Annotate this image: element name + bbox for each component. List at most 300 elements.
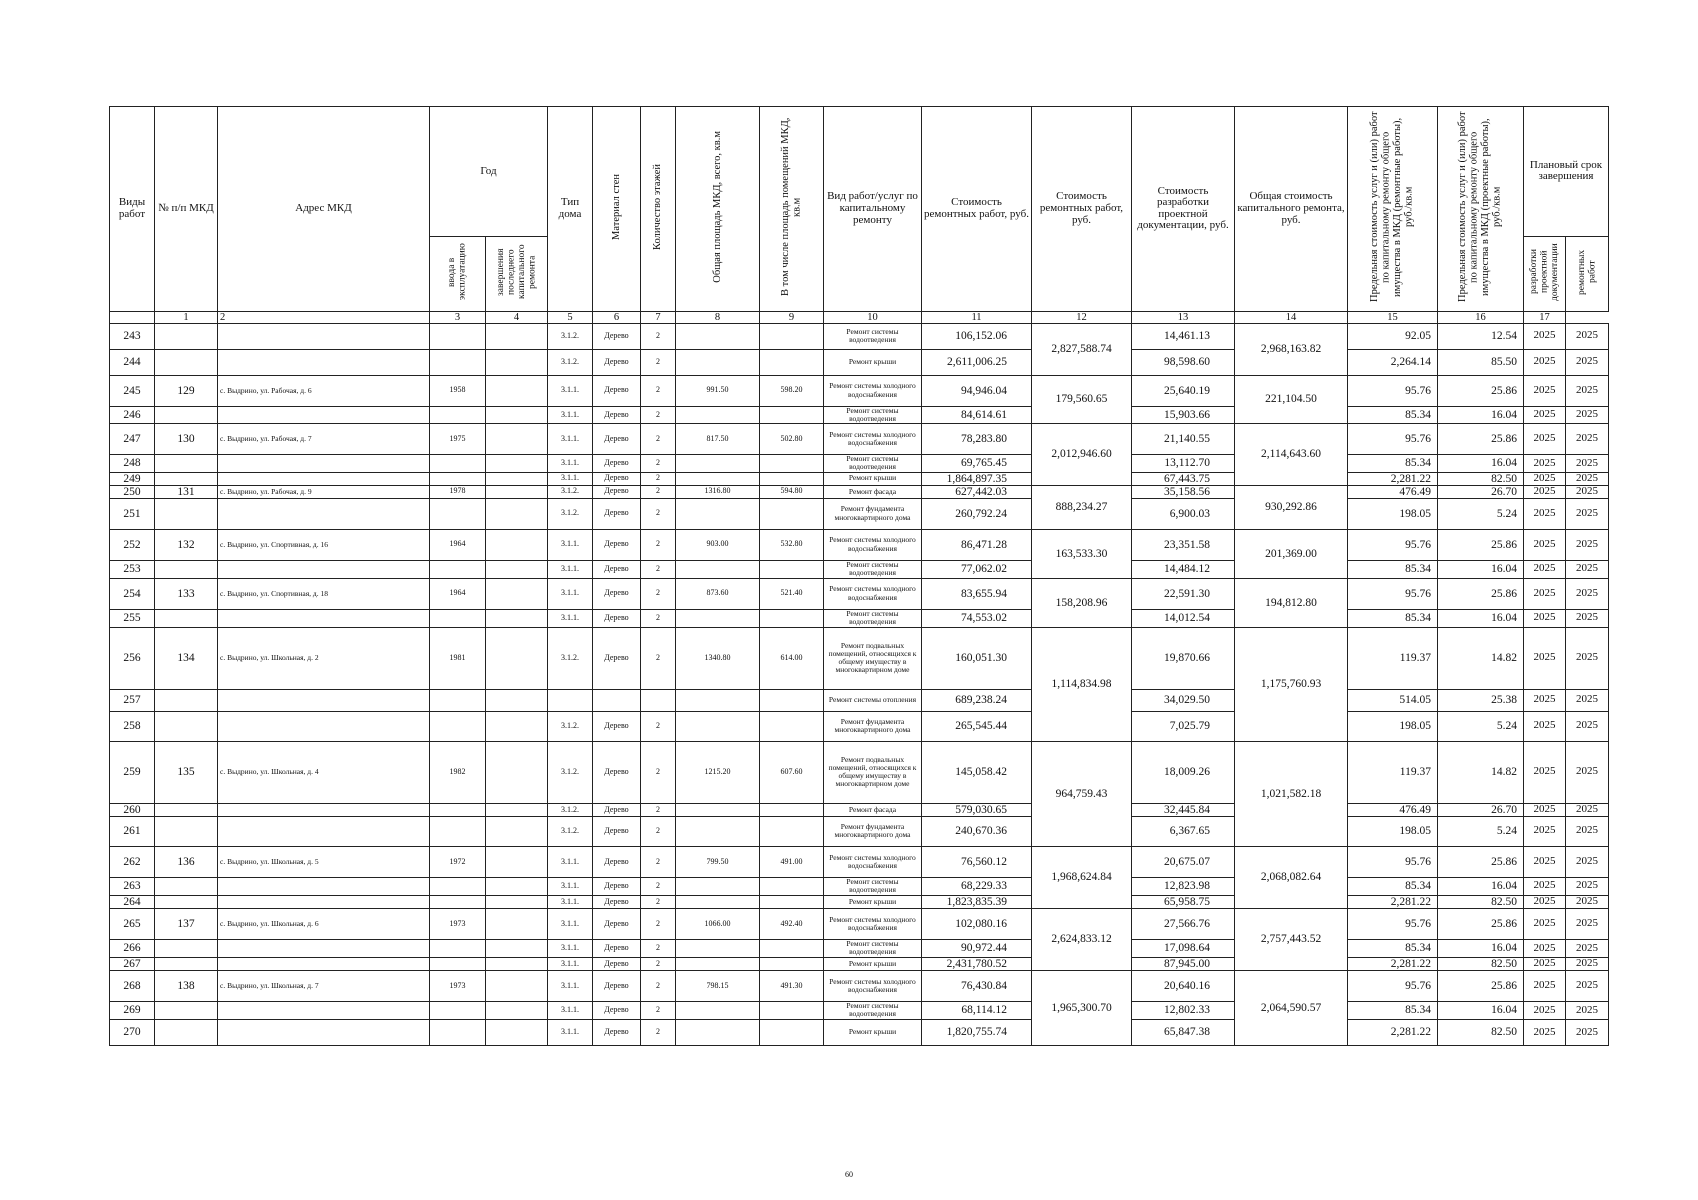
- cell-floors: 2: [641, 895, 676, 908]
- cell-limit-cost-design: 26.70: [1438, 803, 1524, 816]
- cell-floors: 2: [641, 485, 676, 498]
- cell-total-area: 903.00: [676, 529, 760, 560]
- cell-limit-cost-repair: 95.76: [1348, 529, 1438, 560]
- cell-premises-area: [760, 609, 824, 627]
- header-remontnyh-text: ремонтных работ: [1576, 249, 1597, 295]
- cell-repair-cost: 77,062.02: [922, 560, 1032, 578]
- cell-house-type: 3.1.1.: [548, 609, 593, 627]
- cell-term-repair: 2025: [1566, 578, 1609, 609]
- cell-mkd-number: [155, 939, 218, 957]
- cell-wall-material: Дерево: [593, 627, 641, 689]
- cell-mkd-number: 133: [155, 578, 218, 609]
- header-adres: Адрес МКД: [218, 107, 430, 312]
- cell-mkd-number: 135: [155, 741, 218, 803]
- cell-row-number: 251: [110, 498, 155, 529]
- cell-term-repair: 2025: [1566, 877, 1609, 895]
- table-row: [110, 741, 1609, 803]
- cell-wall-material: [593, 689, 641, 711]
- cell-design-cost: 87,945.00: [1132, 957, 1235, 970]
- cell-mkd-number: [155, 816, 218, 846]
- cell-premises-area: [760, 689, 824, 711]
- cell-mkd-number: [155, 406, 218, 424]
- cell-premises-area: 502.80: [760, 424, 824, 455]
- cell-mkd-number: [155, 957, 218, 970]
- cell-wall-material: Дерево: [593, 406, 641, 424]
- cell-limit-cost-design: 25.38: [1438, 689, 1524, 711]
- cell-repair-cost: 160,051.30: [922, 627, 1032, 689]
- cell-row-number: 263: [110, 877, 155, 895]
- cell-total-capital-cost: 2,757,443.52: [1235, 908, 1348, 970]
- cell-repair-cost: 76,430.84: [922, 970, 1032, 1001]
- cell-repair-cost: 2,611,006.25: [922, 349, 1032, 375]
- header-vid-rabot: Виды работ: [110, 107, 155, 312]
- col-number: 6: [593, 311, 641, 323]
- cell-floors: [641, 689, 676, 711]
- cell-limit-cost-design: 25.86: [1438, 375, 1524, 406]
- cell-house-type: 3.1.1.: [548, 895, 593, 908]
- header-predelnaya-14: [1348, 107, 1438, 312]
- col-number: 16: [1438, 311, 1524, 323]
- table-row: [110, 424, 1609, 455]
- cell-address: с. Выдрино, ул. Спортивная, д. 18: [218, 578, 430, 609]
- cell-limit-cost-design: 16.04: [1438, 939, 1524, 957]
- cell-mkd-number: [155, 689, 218, 711]
- table-row: [110, 485, 1609, 498]
- cell-wall-material: Дерево: [593, 485, 641, 498]
- cell-total-area: 1316.80: [676, 485, 760, 498]
- cell-work-type: Ремонт крыши: [824, 472, 922, 485]
- cell-row-number: 270: [110, 1019, 155, 1045]
- cell-term-repair: 2025: [1566, 406, 1609, 424]
- cell-house-type: 3.1.2.: [548, 485, 593, 498]
- cell-design-cost: 35,158.56: [1132, 485, 1235, 498]
- cell-year-built: [430, 455, 486, 473]
- cell-wall-material: Дерево: [593, 803, 641, 816]
- cell-limit-cost-design: 14.82: [1438, 627, 1524, 689]
- cell-floors: 2: [641, 939, 676, 957]
- cell-total-area: 991.50: [676, 375, 760, 406]
- table-row: [110, 957, 1609, 970]
- table-row: [110, 609, 1609, 627]
- cell-premises-area: 491.30: [760, 970, 824, 1001]
- cell-limit-cost-repair: 2,281.22: [1348, 957, 1438, 970]
- cell-row-number: 265: [110, 908, 155, 939]
- col-number: 3: [430, 311, 486, 323]
- cell-mkd-number: [155, 349, 218, 375]
- cell-row-number: 266: [110, 939, 155, 957]
- table-row: [110, 498, 1609, 529]
- cell-work-type: Ремонт фундамента многоквартирного дома: [824, 816, 922, 846]
- cell-term-repair: 2025: [1566, 908, 1609, 939]
- cell-wall-material: Дерево: [593, 578, 641, 609]
- header-material-sten: [593, 107, 641, 312]
- cell-wall-material: Дерево: [593, 498, 641, 529]
- cell-year-built: 1982: [430, 741, 486, 803]
- cell-premises-area: 521.40: [760, 578, 824, 609]
- cell-design-cost: 15,903.66: [1132, 406, 1235, 424]
- cell-limit-cost-repair: 198.05: [1348, 498, 1438, 529]
- cell-year-last-repair: [486, 375, 548, 406]
- cell-design-cost: 18,009.26: [1132, 741, 1235, 803]
- cell-row-number: 250: [110, 485, 155, 498]
- cell-wall-material: Дерево: [593, 424, 641, 455]
- cell-premises-area: [760, 895, 824, 908]
- cell-address: [218, 323, 430, 349]
- cell-limit-cost-design: 5.24: [1438, 711, 1524, 741]
- cell-repair-cost: 83,655.94: [922, 578, 1032, 609]
- table-header: [110, 107, 1609, 324]
- cell-mkd-number: 131: [155, 485, 218, 498]
- cell-house-type: 3.1.2.: [548, 741, 593, 803]
- cell-design-cost: 17,098.64: [1132, 939, 1235, 957]
- cell-work-type: Ремонт системы холодного водоснабжения: [824, 846, 922, 877]
- header-kol-etazhey: [641, 107, 676, 312]
- cell-address: с. Выдрино, ул. Спортивная, д. 16: [218, 529, 430, 560]
- col-number: 11: [922, 311, 1032, 323]
- cell-limit-cost-repair: 85.34: [1348, 406, 1438, 424]
- cell-term-repair: 2025: [1566, 846, 1609, 877]
- cell-limit-cost-design: 25.86: [1438, 908, 1524, 939]
- cell-term-design: 2025: [1524, 957, 1566, 970]
- cell-term-design: 2025: [1524, 689, 1566, 711]
- cell-row-number: 244: [110, 349, 155, 375]
- table-body: [110, 323, 1609, 1045]
- cell-work-type: Ремонт системы водоотведения: [824, 455, 922, 473]
- cell-design-cost: 12,823.98: [1132, 877, 1235, 895]
- cell-repair-cost-total: 1,965,300.70: [1032, 970, 1132, 1045]
- cell-floors: 2: [641, 424, 676, 455]
- cell-year-built: 1958: [430, 375, 486, 406]
- cell-row-number: 260: [110, 803, 155, 816]
- cell-year-built: [430, 560, 486, 578]
- cell-wall-material: Дерево: [593, 741, 641, 803]
- cell-row-number: 262: [110, 846, 155, 877]
- cell-year-last-repair: [486, 846, 548, 877]
- cell-year-last-repair: [486, 323, 548, 349]
- cell-work-type: Ремонт системы холодного водоснабжения: [824, 970, 922, 1001]
- cell-total-capital-cost: 2,968,163.82: [1235, 323, 1348, 375]
- cell-house-type: 3.1.1.: [548, 578, 593, 609]
- cell-mkd-number: [155, 323, 218, 349]
- cell-address: [218, 939, 430, 957]
- cell-design-cost: 23,351.58: [1132, 529, 1235, 560]
- cell-address: [218, 455, 430, 473]
- cell-premises-area: [760, 877, 824, 895]
- cell-year-built: 1964: [430, 529, 486, 560]
- cell-work-type: Ремонт системы водоотведения: [824, 560, 922, 578]
- cell-limit-cost-repair: 85.34: [1348, 455, 1438, 473]
- cell-term-design: 2025: [1524, 741, 1566, 803]
- cell-limit-cost-repair: 85.34: [1348, 560, 1438, 578]
- cell-term-design: 2025: [1524, 375, 1566, 406]
- table-row: [110, 323, 1609, 349]
- cell-limit-cost-design: 85.50: [1438, 349, 1524, 375]
- cell-year-last-repair: [486, 485, 548, 498]
- cell-design-cost: 27,566.76: [1132, 908, 1235, 939]
- cell-floors: 2: [641, 609, 676, 627]
- cell-floors: 2: [641, 1001, 676, 1019]
- cell-design-cost: 14,484.12: [1132, 560, 1235, 578]
- cell-term-repair: 2025: [1566, 689, 1609, 711]
- cell-year-last-repair: [486, 529, 548, 560]
- cell-design-cost: 12,802.33: [1132, 1001, 1235, 1019]
- cell-mkd-number: [155, 1001, 218, 1019]
- cell-house-type: 3.1.2.: [548, 627, 593, 689]
- cell-row-number: 243: [110, 323, 155, 349]
- cell-row-number: 257: [110, 689, 155, 711]
- header-tip-doma: Тип дома: [548, 107, 593, 312]
- cell-wall-material: Дерево: [593, 472, 641, 485]
- table-row: [110, 560, 1609, 578]
- cell-limit-cost-repair: 95.76: [1348, 375, 1438, 406]
- cell-premises-area: 598.20: [760, 375, 824, 406]
- cell-total-area: [676, 711, 760, 741]
- cell-design-cost: 22,591.30: [1132, 578, 1235, 609]
- cell-wall-material: Дерево: [593, 375, 641, 406]
- cell-term-repair: 2025: [1566, 895, 1609, 908]
- cell-limit-cost-repair: 85.34: [1348, 877, 1438, 895]
- cell-repair-cost-total: 163,533.30: [1032, 529, 1132, 578]
- cell-year-last-repair: [486, 908, 548, 939]
- cell-term-repair: 2025: [1566, 970, 1609, 1001]
- header-razrabotki-text: разработки проектной документации: [1528, 242, 1560, 301]
- cell-design-cost: 32,445.84: [1132, 803, 1235, 816]
- cell-total-area: [676, 939, 760, 957]
- cell-total-area: [676, 895, 760, 908]
- cell-year-built: [430, 323, 486, 349]
- cell-year-built: 1975: [430, 424, 486, 455]
- cell-term-repair: 2025: [1566, 349, 1609, 375]
- cell-row-number: 259: [110, 741, 155, 803]
- cell-address: [218, 957, 430, 970]
- cell-repair-cost: 627,442.03: [922, 485, 1032, 498]
- cell-address: [218, 877, 430, 895]
- cell-total-capital-cost: 2,064,590.57: [1235, 970, 1348, 1045]
- cell-limit-cost-repair: 85.34: [1348, 609, 1438, 627]
- cell-work-type: Ремонт системы холодного водоснабжения: [824, 424, 922, 455]
- cell-year-last-repair: [486, 895, 548, 908]
- table-row: [110, 711, 1609, 741]
- cell-design-cost: 14,461.13: [1132, 323, 1235, 349]
- cell-premises-area: 532.80: [760, 529, 824, 560]
- cell-floors: 2: [641, 741, 676, 803]
- cell-address: [218, 349, 430, 375]
- cell-house-type: 3.1.1.: [548, 877, 593, 895]
- cell-term-repair: 2025: [1566, 1019, 1609, 1045]
- cell-limit-cost-repair: 2,281.22: [1348, 472, 1438, 485]
- header-obshaya-ploshad-text: Общая площадь МКД, всего, кв.м: [711, 131, 723, 283]
- cell-term-repair: 2025: [1566, 472, 1609, 485]
- cell-limit-cost-design: 82.50: [1438, 472, 1524, 485]
- cell-year-built: 1972: [430, 846, 486, 877]
- cell-address: [218, 1001, 430, 1019]
- header-planovyi-srok: Плановый срок завершения: [1524, 107, 1609, 237]
- cell-term-repair: 2025: [1566, 560, 1609, 578]
- cell-limit-cost-repair: 2,281.22: [1348, 895, 1438, 908]
- cell-limit-cost-design: 25.86: [1438, 846, 1524, 877]
- cell-repair-cost: 1,864,897.35: [922, 472, 1032, 485]
- cell-work-type: Ремонт фасада: [824, 803, 922, 816]
- cell-limit-cost-design: 25.86: [1438, 424, 1524, 455]
- cell-repair-cost-total: 888,234.27: [1032, 485, 1132, 529]
- cell-term-design: 2025: [1524, 529, 1566, 560]
- cell-total-capital-cost: 221,104.50: [1235, 375, 1348, 424]
- cell-limit-cost-design: 5.24: [1438, 498, 1524, 529]
- cell-floors: 2: [641, 957, 676, 970]
- header-remontnyh: [1566, 236, 1609, 311]
- header-predelnaya-15: [1438, 107, 1524, 312]
- cell-total-area: [676, 816, 760, 846]
- cell-year-built: [430, 816, 486, 846]
- cell-floors: 2: [641, 375, 676, 406]
- cell-row-number: 246: [110, 406, 155, 424]
- cell-house-type: 3.1.1.: [548, 970, 593, 1001]
- cell-total-area: 798.15: [676, 970, 760, 1001]
- cell-floors: 2: [641, 908, 676, 939]
- cell-term-design: 2025: [1524, 816, 1566, 846]
- cell-term-design: 2025: [1524, 485, 1566, 498]
- cell-work-type: Ремонт крыши: [824, 895, 922, 908]
- cell-limit-cost-design: 5.24: [1438, 816, 1524, 846]
- cell-address: с. Выдрино, ул. Школьная, д. 5: [218, 846, 430, 877]
- cell-year-built: [430, 498, 486, 529]
- table-row: [110, 1001, 1609, 1019]
- cell-premises-area: [760, 498, 824, 529]
- cell-term-repair: 2025: [1566, 1001, 1609, 1019]
- cell-mkd-number: 138: [155, 970, 218, 1001]
- cell-year-built: [430, 1001, 486, 1019]
- cell-premises-area: [760, 1001, 824, 1019]
- cell-address: [218, 406, 430, 424]
- cell-premises-area: [760, 816, 824, 846]
- cell-address: с. Выдрино, ул. Рабочая, д. 7: [218, 424, 430, 455]
- cell-year-built: [430, 939, 486, 957]
- cell-mkd-number: [155, 877, 218, 895]
- cell-year-built: [430, 472, 486, 485]
- col-number: 10: [824, 311, 922, 323]
- cell-floors: 2: [641, 1019, 676, 1045]
- cell-mkd-number: [155, 895, 218, 908]
- cell-term-repair: 2025: [1566, 816, 1609, 846]
- cell-row-number: 269: [110, 1001, 155, 1019]
- cell-year-last-repair: [486, 877, 548, 895]
- cell-year-last-repair: [486, 424, 548, 455]
- cell-year-built: [430, 711, 486, 741]
- cell-design-cost: 6,900.03: [1132, 498, 1235, 529]
- cell-floors: 2: [641, 323, 676, 349]
- cell-house-type: 3.1.1.: [548, 908, 593, 939]
- header-vvoda-text: ввода в эксплуатацию: [447, 243, 468, 301]
- cell-floors: 2: [641, 627, 676, 689]
- cell-limit-cost-design: 82.50: [1438, 957, 1524, 970]
- cell-floors: 2: [641, 455, 676, 473]
- cell-wall-material: Дерево: [593, 609, 641, 627]
- cell-term-design: 2025: [1524, 803, 1566, 816]
- cell-work-type: Ремонт системы водоотведения: [824, 406, 922, 424]
- cell-term-design: 2025: [1524, 895, 1566, 908]
- cell-house-type: 3.1.2.: [548, 349, 593, 375]
- cell-design-cost: 7,025.79: [1132, 711, 1235, 741]
- cell-limit-cost-repair: 95.76: [1348, 970, 1438, 1001]
- cell-address: [218, 609, 430, 627]
- cell-row-number: 253: [110, 560, 155, 578]
- cell-limit-cost-repair: 514.05: [1348, 689, 1438, 711]
- cell-mkd-number: [155, 560, 218, 578]
- cell-address: с. Выдрино, ул. Школьная, д. 6: [218, 908, 430, 939]
- cell-total-area: [676, 472, 760, 485]
- cell-total-area: 1215.20: [676, 741, 760, 803]
- cell-term-design: 2025: [1524, 1019, 1566, 1045]
- col-number: 5: [548, 311, 593, 323]
- cell-floors: 2: [641, 498, 676, 529]
- cell-repair-cost: 579,030.65: [922, 803, 1032, 816]
- cell-total-capital-cost: 194,812.80: [1235, 578, 1348, 627]
- cell-repair-cost: 240,670.36: [922, 816, 1032, 846]
- cell-total-area: 1340.80: [676, 627, 760, 689]
- col-number: 13: [1132, 311, 1235, 323]
- cell-work-type: Ремонт системы водоотведения: [824, 609, 922, 627]
- cell-premises-area: [760, 803, 824, 816]
- table-row: [110, 406, 1609, 424]
- cell-term-repair: 2025: [1566, 485, 1609, 498]
- cell-term-design: 2025: [1524, 498, 1566, 529]
- cell-premises-area: [760, 406, 824, 424]
- cell-repair-cost: 1,820,755.74: [922, 1019, 1032, 1045]
- cell-mkd-number: [155, 609, 218, 627]
- cell-year-last-repair: [486, 498, 548, 529]
- cell-house-type: 3.1.1.: [548, 472, 593, 485]
- cell-term-repair: 2025: [1566, 939, 1609, 957]
- cell-total-capital-cost: 1,021,582.18: [1235, 741, 1348, 846]
- cell-year-last-repair: [486, 970, 548, 1001]
- cell-repair-cost-total: 1,114,834.98: [1032, 627, 1132, 741]
- cell-limit-cost-repair: 119.37: [1348, 627, 1438, 689]
- cell-term-repair: 2025: [1566, 455, 1609, 473]
- cell-work-type: Ремонт системы водоотведения: [824, 1001, 922, 1019]
- cell-limit-cost-design: 26.70: [1438, 485, 1524, 498]
- cell-floors: 2: [641, 877, 676, 895]
- cell-limit-cost-design: 82.50: [1438, 895, 1524, 908]
- col-number: 1: [155, 311, 218, 323]
- header-v-tom-chisle: [760, 107, 824, 312]
- cell-work-type: Ремонт системы холодного водоснабжения: [824, 529, 922, 560]
- cell-term-design: 2025: [1524, 424, 1566, 455]
- cell-total-area: 1066.00: [676, 908, 760, 939]
- cell-mkd-number: [155, 1019, 218, 1045]
- cell-term-repair: 2025: [1566, 424, 1609, 455]
- cell-mkd-number: [155, 472, 218, 485]
- table-row: [110, 1019, 1609, 1045]
- cell-total-capital-cost: 2,114,643.60: [1235, 424, 1348, 486]
- cell-repair-cost: 2,431,780.52: [922, 957, 1032, 970]
- table-row: [110, 877, 1609, 895]
- cell-mkd-number: [155, 711, 218, 741]
- cell-house-type: 3.1.1.: [548, 846, 593, 877]
- cell-limit-cost-design: 16.04: [1438, 560, 1524, 578]
- cell-house-type: 3.1.1.: [548, 1001, 593, 1019]
- cell-premises-area: [760, 455, 824, 473]
- cell-design-cost: 20,640.16: [1132, 970, 1235, 1001]
- cell-address: [218, 895, 430, 908]
- cell-address: [218, 816, 430, 846]
- header-obshaya-ploshad: [676, 107, 760, 312]
- cell-total-area: [676, 498, 760, 529]
- cell-address: с. Выдрино, ул. Рабочая, д. 9: [218, 485, 430, 498]
- header-kol-etazhey-text: Количество этажей: [652, 164, 664, 250]
- header-obshaya-stoimost: Общая стоимость капитального ремонта, руб.: [1235, 107, 1348, 312]
- cell-repair-cost-total: 2,827,588.74: [1032, 323, 1132, 375]
- cell-row-number: 258: [110, 711, 155, 741]
